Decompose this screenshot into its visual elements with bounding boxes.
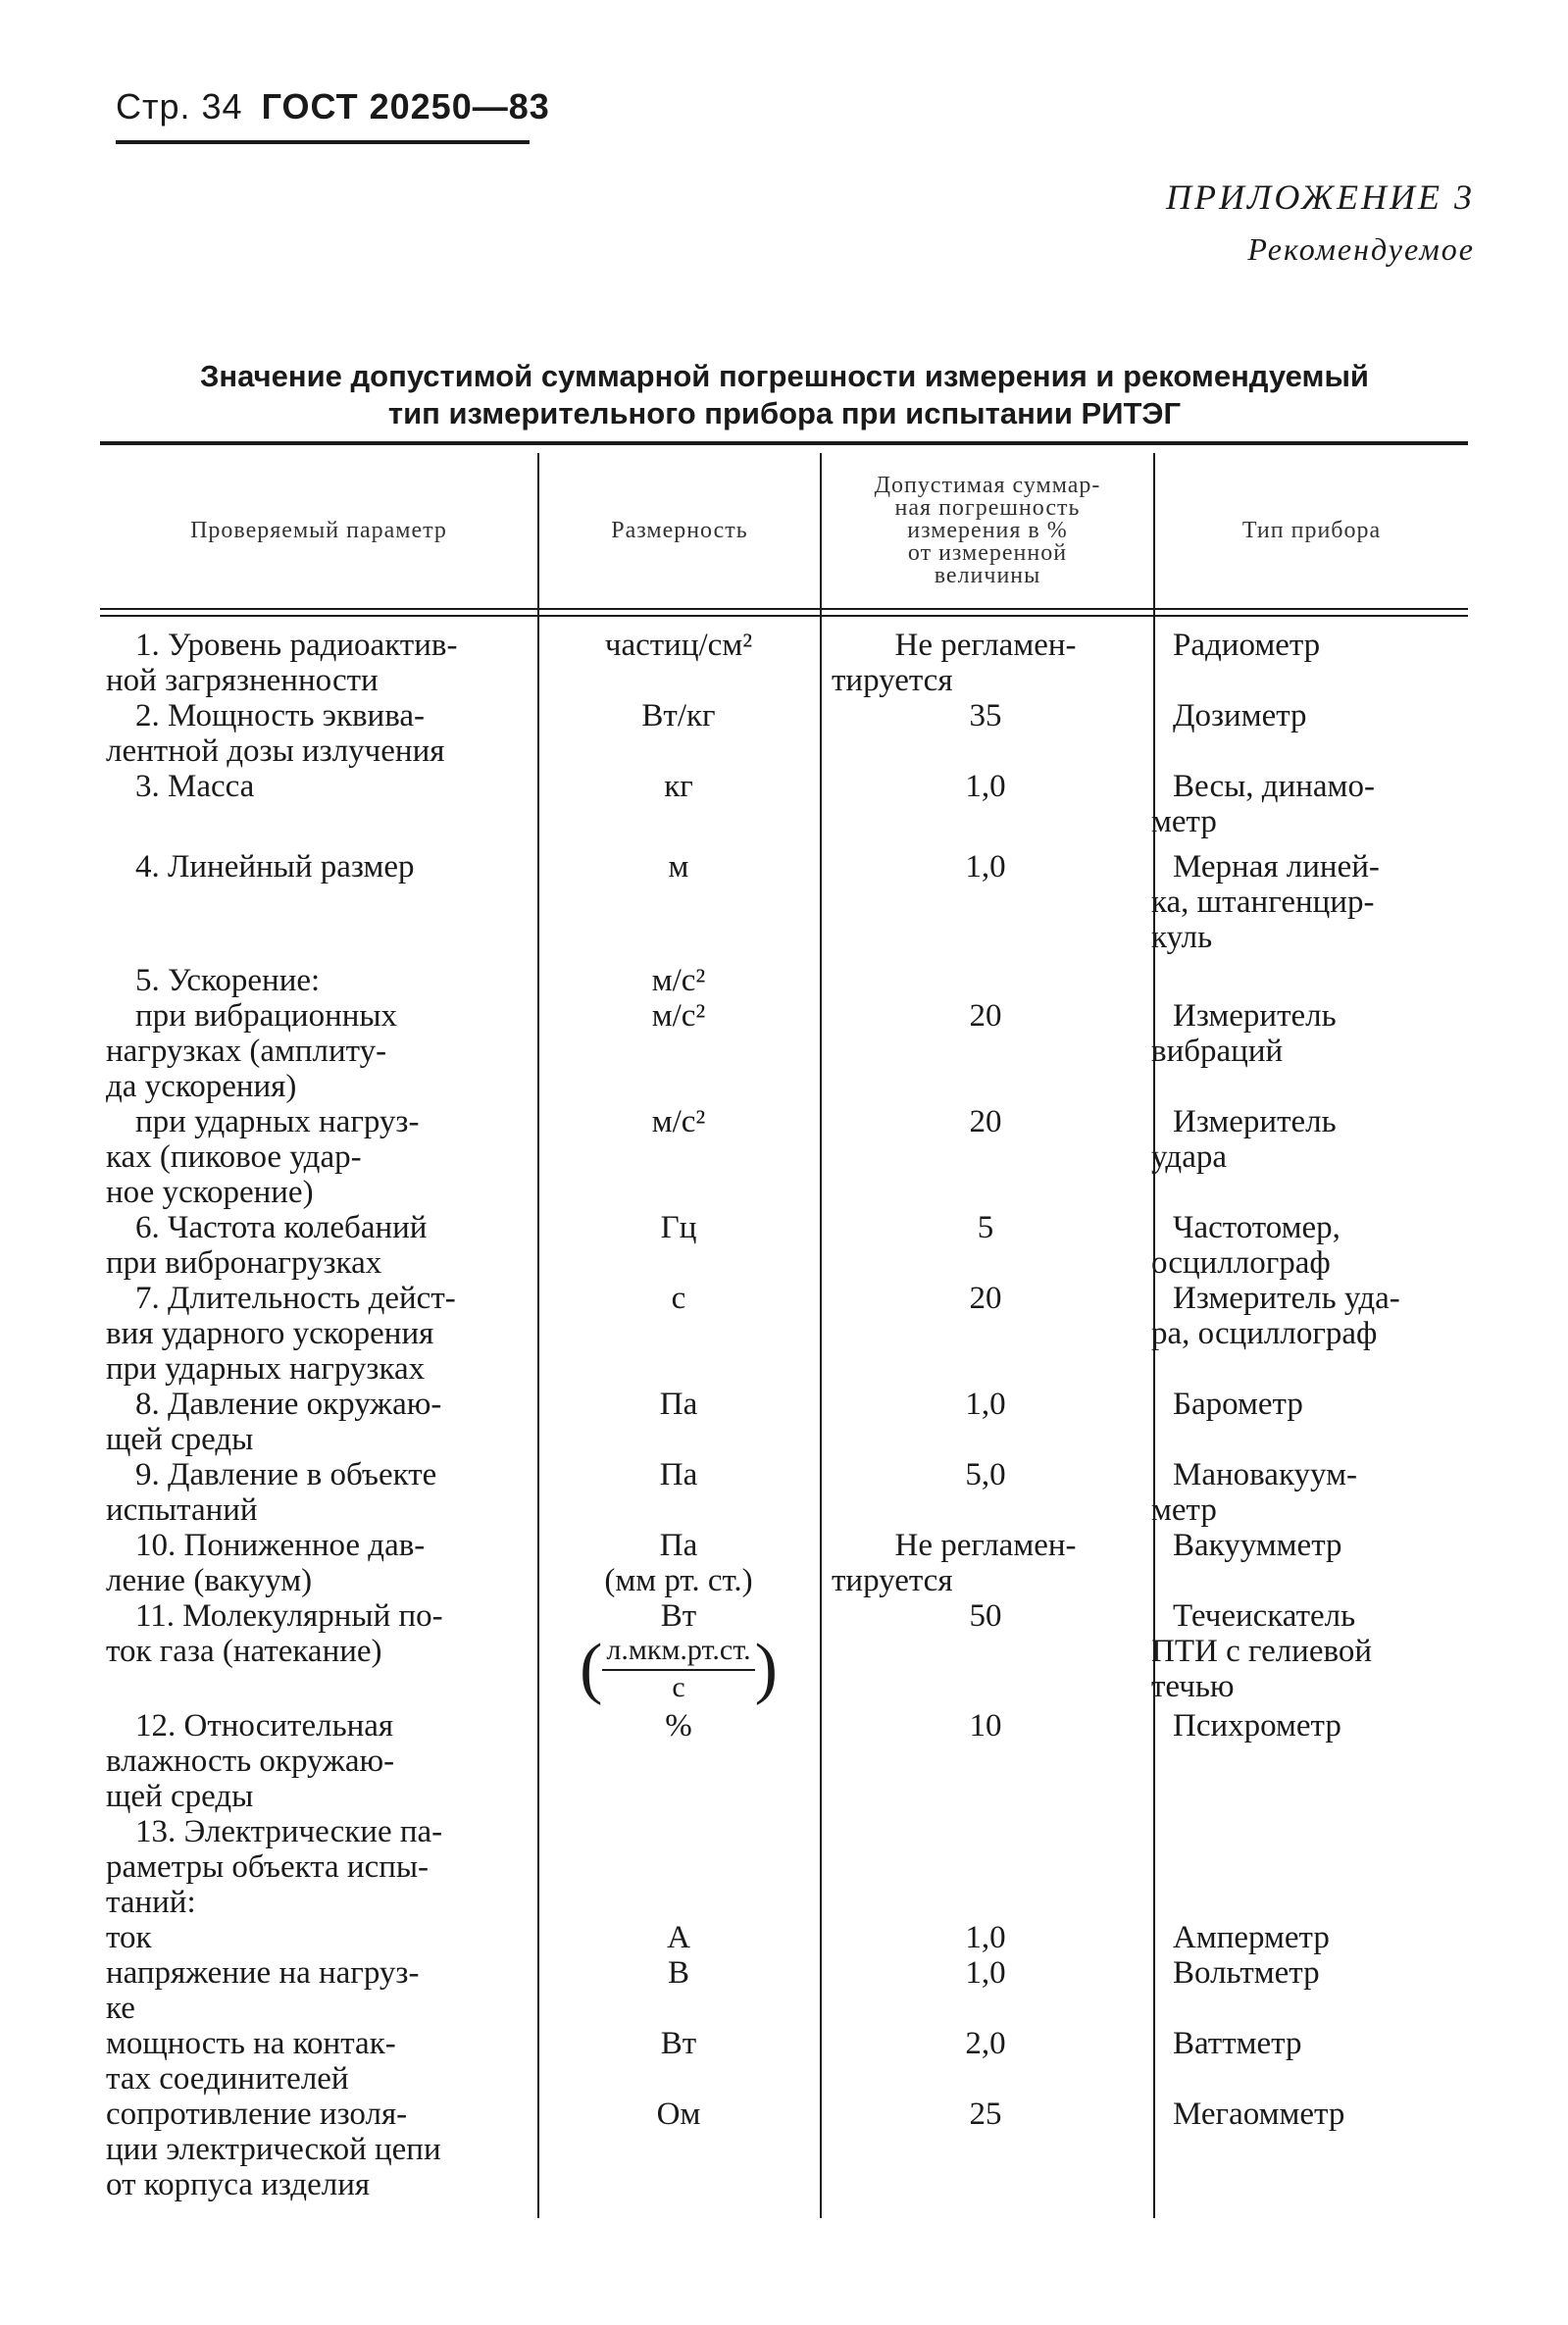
unit-cell: Па [659,1457,698,1492]
table-row [0,998,1568,1104]
unit-cell: с [671,1281,686,1316]
error-cell: 1,0 [965,1387,1006,1422]
param-text: ции электрической цепи [106,2132,441,2167]
unit-cell: м/с² [651,1104,706,1139]
appendix-label [1166,177,1475,268]
table-title [98,358,1471,432]
instrument-cell: Ваттметр [1173,2026,1302,2061]
error-cell: 20 [969,1281,1002,1316]
page-header [116,86,550,127]
column-header-parameter: Проверяемый параметр [190,517,447,543]
param-text: щей среды [106,1779,254,1814]
error-cell: 20 [969,998,1002,1034]
table-row [0,1210,1568,1281]
table-row [0,1955,1568,2026]
param-text: влажность окружаю- [106,1744,395,1779]
param-text: 9. Давление в объекте [135,1457,437,1492]
param-text: при вибрационных [135,998,398,1034]
table-row [0,698,1568,769]
table-top-rule [100,441,1468,445]
table-row [0,769,1568,839]
param-text: 7. Длительность дейст- [135,1281,456,1316]
table-body [0,628,1568,2202]
unit-cell: В [667,1955,689,1991]
error-cell: 25 [969,2097,1002,2132]
appendix-title: ПРИЛОЖЕНИЕ 3 [1166,177,1475,217]
table-row [0,1281,1568,1387]
unit-cell: кг [664,769,693,804]
error-cell: 5,0 [965,1457,1006,1492]
instrument-cell: Амперметр [1173,1920,1330,1955]
param-text: ках (пиковое удар- [106,1139,362,1175]
error-cell: 35 [969,698,1002,733]
instrument-cell: Вакуумметр [1173,1528,1342,1563]
column-header-unit: Размерность [611,517,748,543]
table-row [0,2097,1568,2202]
param-text: 3. Масса [135,769,255,804]
error-cell: Не регламен- тируется [832,628,1077,698]
param-text: 8. Давление окружаю- [135,1387,442,1422]
error-cell: 1,0 [965,849,1006,885]
page-number: Стр. 34 [116,86,243,126]
table-row [0,1528,1568,1598]
unit-cell: Па (мм рт. ст.) [604,1528,753,1598]
error-cell: 10 [969,1708,1002,1744]
param-text: 13. Электрические па- [135,1814,443,1849]
param-text: испытаний [106,1492,258,1528]
instrument-cell: Измеритель вибраций [1151,998,1337,1069]
instrument-cell: Частотомер, осциллограф [1151,1210,1340,1281]
table-row [0,963,1568,998]
standard-number: ГОСТ 20250—83 [261,86,550,126]
param-text: тах соединителей [106,2061,349,2097]
param-text: сопротивление изоля- [106,2097,408,2132]
table-title-line-2: тип измерительного прибора при испытании РИТЭГ [387,396,1182,430]
error-cell: 5 [977,1210,994,1245]
instrument-cell: Мегаомметр [1173,2097,1345,2132]
param-text: 12. Относительная [135,1708,394,1744]
param-text: при ударных нагруз- [135,1104,420,1139]
param-text: таний: [106,1885,196,1920]
unit-cell: Гц [660,1210,697,1245]
table-row [0,1598,1568,1704]
unit-cell: Вт/кг [641,698,716,733]
unit-cell: Па [659,1387,698,1422]
instrument-cell: Радиометр [1173,628,1321,663]
table-row [0,1920,1568,1955]
table-row [0,1104,1568,1210]
error-cell: 50 [969,1598,1002,1634]
unit-cell: м [668,849,689,885]
error-cell: 1,0 [965,769,1006,804]
appendix-subtitle: Рекомендуемое [1247,231,1475,267]
unit-fraction: ( $\frac{\text{л.мкм.рт.ст.}}{с}$ ) [580,1631,778,1706]
param-text: 10. Пониженное дав- [135,1528,426,1563]
unit-cell: А [667,1920,690,1955]
param-text: ток [106,1920,152,1955]
error-cell: 20 [969,1104,1002,1139]
unit-cell: Вт [660,2026,697,2061]
table-row [0,1708,1568,1814]
instrument-cell: Барометр [1173,1387,1303,1422]
instrument-cell: Весы, динамо- метр [1151,769,1375,839]
table-row [0,2026,1568,2097]
param-text: 1. Уровень радиоактив- [135,628,458,663]
param-text: лентной дозы излучения [106,733,445,769]
table-row [0,1457,1568,1528]
param-text: мощность на контак- [106,2026,396,2061]
instrument-cell: Психрометр [1173,1708,1341,1744]
instrument-cell: Течеискатель ПТИ с гелиевой течью [1151,1598,1373,1704]
param-text: ке [106,1991,135,2026]
param-text: щей среды [106,1422,254,1457]
unit-cell: Вт ( $\frac{\text{л.мкм.рт.ст.}}{с}$ ) [580,1598,778,1706]
column-header-instrument: Тип прибора [1241,517,1382,543]
header-bottom-rule [100,608,1468,610]
error-cell: 1,0 [965,1920,1006,1955]
param-text: 4. Линейный размер [135,849,415,885]
instrument-cell: Дозиметр [1173,698,1307,733]
error-cell: Не регламен- тируется [832,1528,1077,1598]
param-text: раметры объекта испы- [106,1849,430,1885]
instrument-cell: Измеритель уда- ра, осциллограф [1151,1281,1400,1351]
table-title-line-1: Значение допустимой суммарной погрешности измерения и рекомендуемый [200,359,1369,393]
param-text: ное ускорение) [106,1175,314,1210]
unit-cell: м/с² [651,998,706,1034]
table-row [0,1814,1568,1920]
instrument-cell: Вольтметр [1173,1955,1320,1991]
unit-cell: % [665,1708,692,1744]
param-text: 6. Частота колебаний [135,1210,428,1245]
param-text: напряжение на нагруз- [106,1955,420,1991]
param-text: 2. Мощность эквива- [135,698,426,733]
param-text: от корпуса изделия [106,2167,371,2202]
header-underline [116,140,530,144]
param-text: да ускорения) [106,1069,297,1104]
param-text: ной загрязненности [106,663,379,698]
table-row [0,849,1568,955]
error-cell: 1,0 [965,1955,1006,1991]
table-row [0,628,1568,698]
param-text: ление (вакуум) [106,1563,313,1598]
param-text: 5. Ускорение: [135,963,321,998]
unit-cell: м/с² [651,963,706,998]
param-text: вия ударного ускорения [106,1316,434,1351]
error-cell: 2,0 [965,2026,1006,2061]
param-text: ток газа (натекание) [106,1634,382,1669]
unit-cell: частиц/см² [604,628,753,663]
table-row [0,1387,1568,1457]
param-text: при ударных нагрузках [106,1351,426,1387]
instrument-cell: Мановакуум- метр [1151,1457,1357,1528]
column-header-error: Допустимая суммар- ная погрешность измерения в % от измеренной величины [874,472,1101,588]
header-bottom-rule-double [100,615,1468,617]
instrument-cell: Мерная линей- ка, штангенцир- куль [1151,849,1380,955]
unit-cell: Ом [656,2097,701,2132]
param-text: 11. Молекулярный по- [135,1598,443,1634]
instrument-cell: Измеритель удара [1151,1104,1337,1175]
param-text: нагрузках (амплиту- [106,1034,387,1069]
param-text: при вибронагрузках [106,1245,382,1281]
